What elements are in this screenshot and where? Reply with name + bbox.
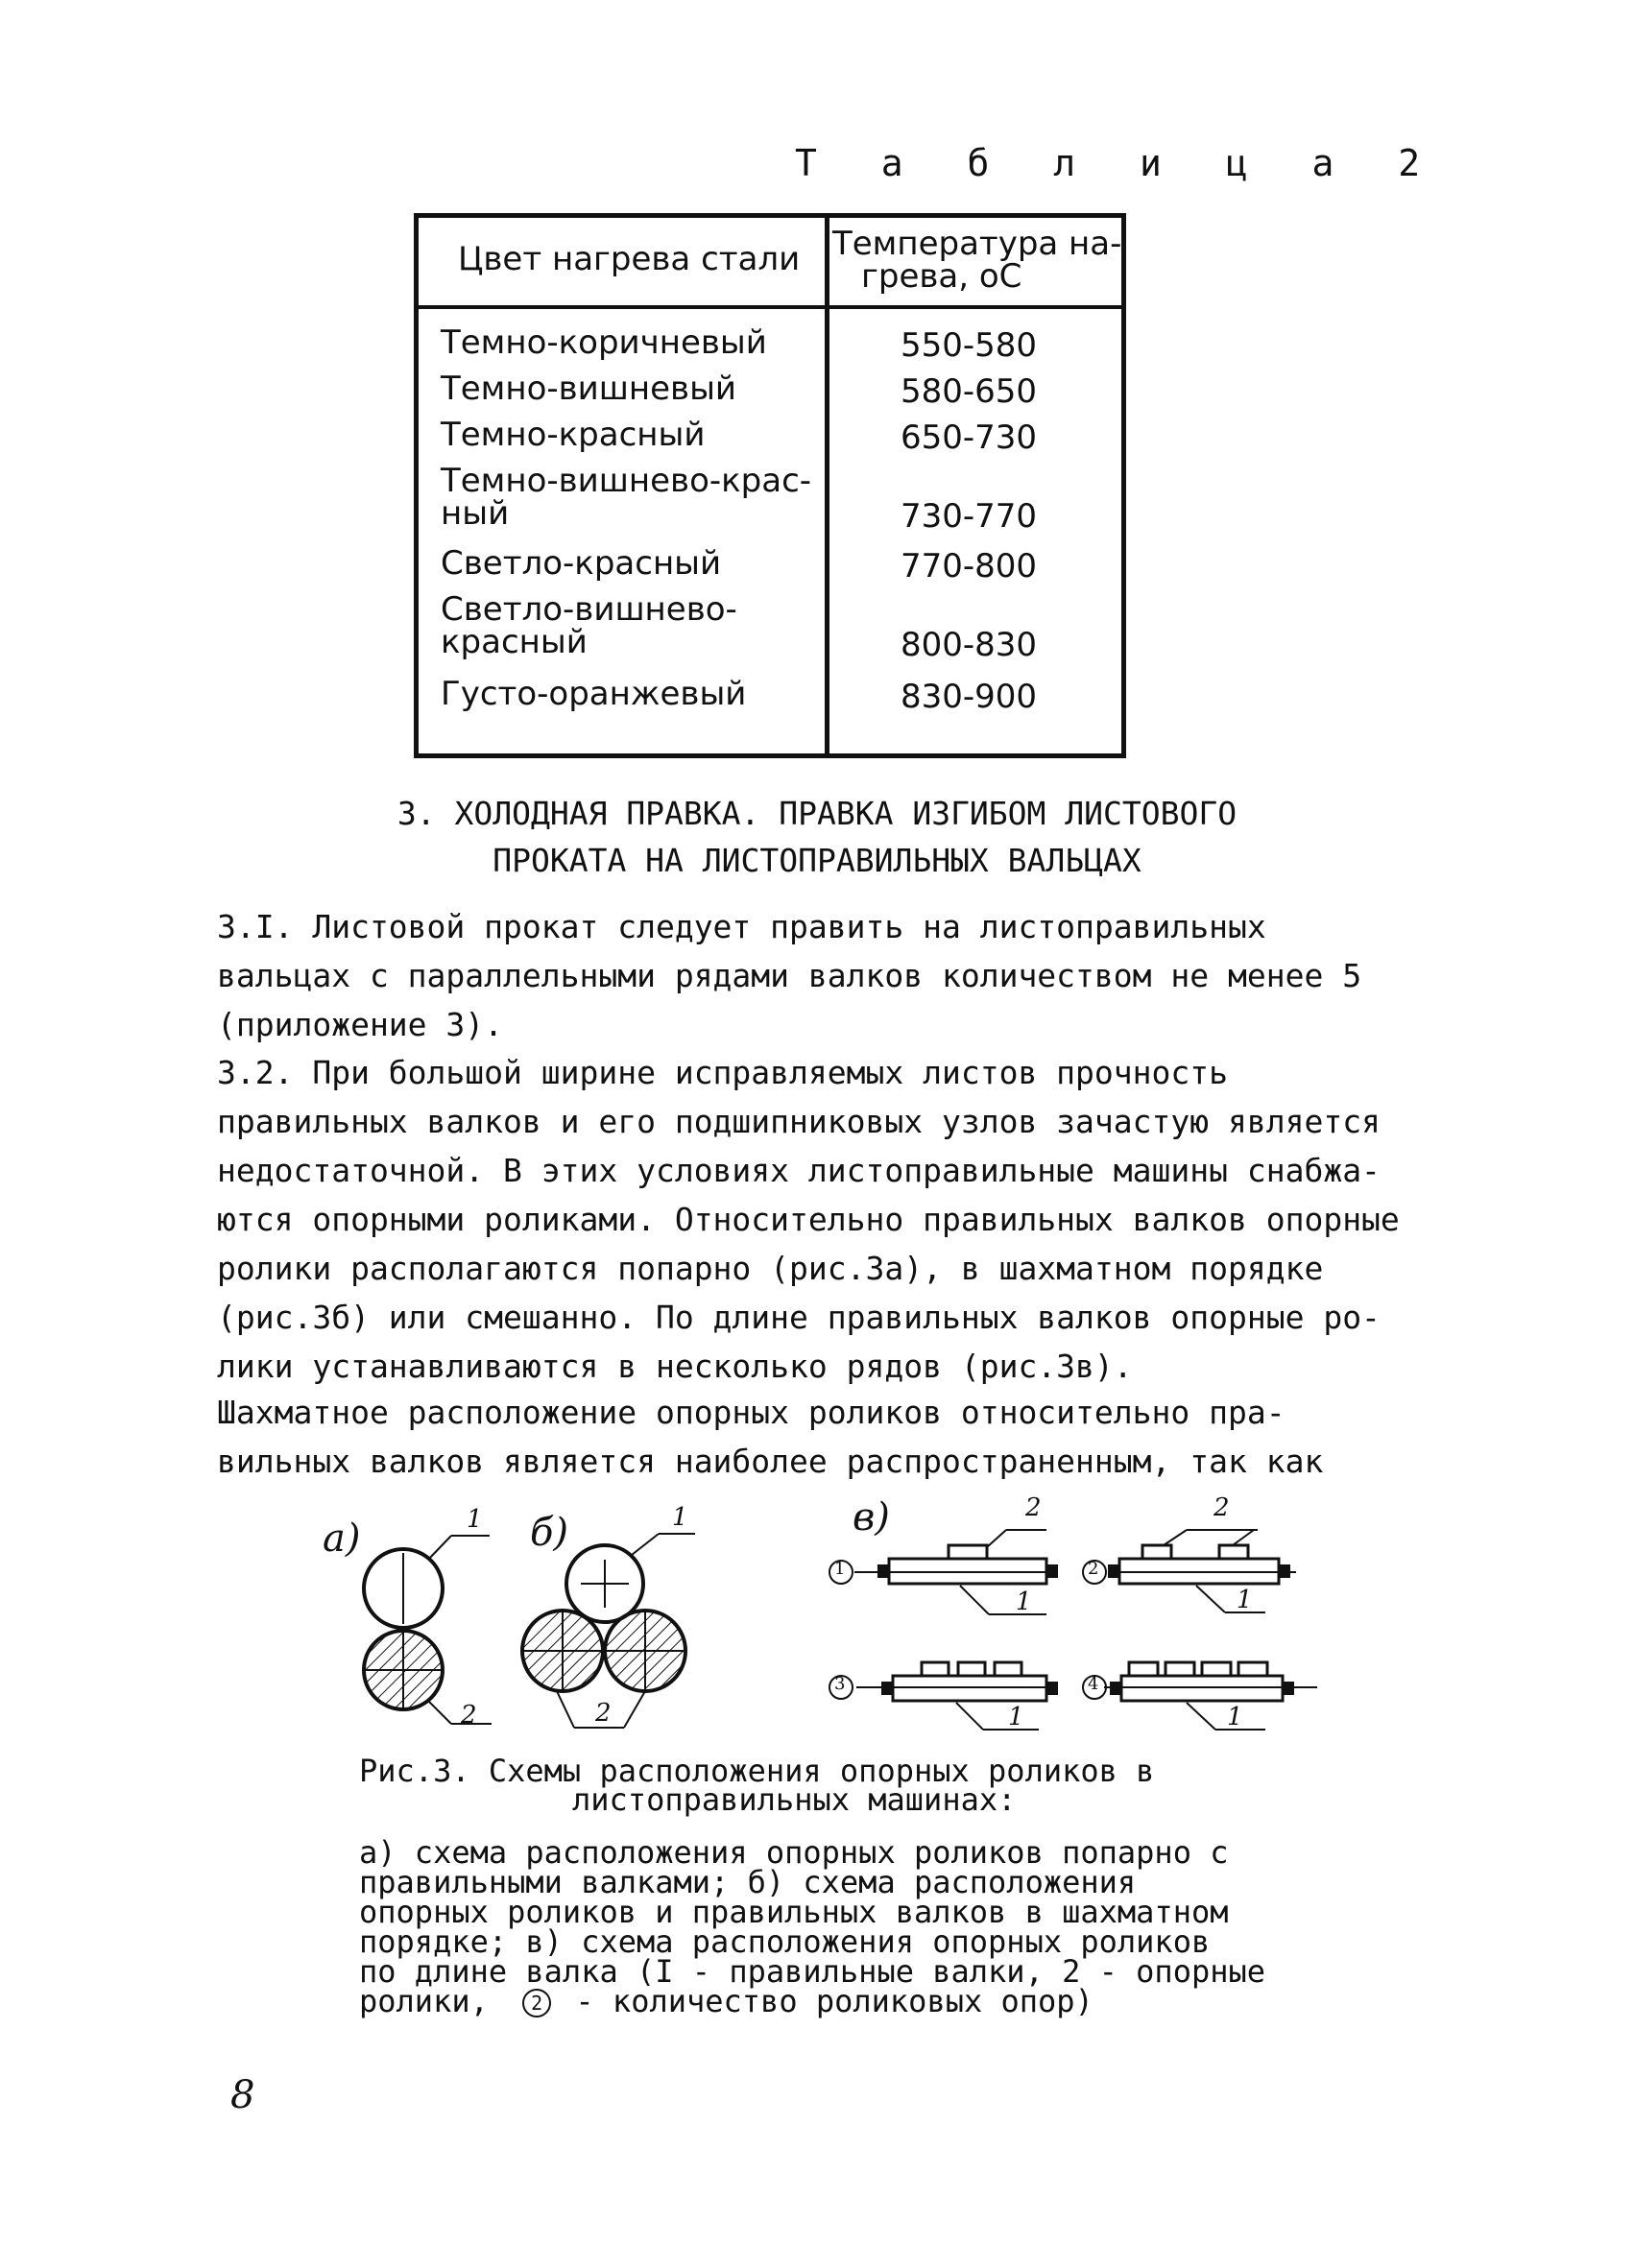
row-temperature: 550-580 xyxy=(900,326,1038,365)
text-line: 3.I. Листовой прокат следует править на листоправильных xyxy=(217,908,1266,945)
text-line: правильных валков и его подшипниковых узлов зачастую является xyxy=(217,1103,1381,1140)
circle-count-2: 2 xyxy=(1088,1559,1099,1579)
text-line: ролики располагаются попарно (рис.3а), в шахматном порядке xyxy=(217,1250,1324,1287)
row-temperature: 830-900 xyxy=(900,678,1038,716)
row-temperature: 730-770 xyxy=(900,497,1038,536)
heating-color-table xyxy=(414,213,1126,758)
row-color-name: Темно-вишневый xyxy=(441,370,737,408)
label-num-2: 2 xyxy=(595,1699,612,1728)
section-title-line1: 3. ХОЛОДНАЯ ПРАВКА. ПРАВКА ИЗГИБОМ ЛИСТОВОГО xyxy=(396,795,1238,832)
paragraph-3-2 xyxy=(217,1048,1417,1391)
row-color-name: красный xyxy=(441,623,588,661)
table-caption: Т а б л и ц а 2 xyxy=(795,142,1442,184)
scheme-a-paired xyxy=(364,1536,492,1724)
circle-count-4: 4 xyxy=(1088,1674,1099,1694)
figure-caption-line: а) схема расположения опорных роликов попарно с xyxy=(359,1834,1229,1871)
text-line: ются опорными роликами. Относительно правильных валков опорные xyxy=(217,1201,1400,1238)
paragraph-chess xyxy=(217,1388,1417,1486)
figure-label-a: а) xyxy=(323,1516,361,1561)
label-num-2: 2 xyxy=(1025,1493,1042,1522)
row-temperature: 650-730 xyxy=(900,418,1038,457)
figure-caption-line: правильными валками; б) схема расположения xyxy=(359,1864,1137,1900)
caption-last-b: - количество роликовых опор) xyxy=(575,1983,1093,2019)
figure-caption-line: опорных роликов и правильных валков в шахматном xyxy=(359,1894,1229,1930)
label-num-1: 1 xyxy=(467,1505,483,1534)
text-line: лики устанавливаются в несколько рядов (рис.3в). xyxy=(217,1348,1133,1385)
label-num-1: 1 xyxy=(1227,1703,1243,1731)
text-line: недостаточной. В этих условиях листоправильные машины снабжа- xyxy=(217,1152,1381,1189)
row-color-name: Темно-вишнево-крас- xyxy=(441,462,812,500)
figure-label-v: в) xyxy=(853,1495,890,1540)
label-num-2: 2 xyxy=(1213,1493,1230,1522)
figure-3-diagram xyxy=(0,1478,1634,1747)
row-color-name: Светло-красный xyxy=(441,544,722,583)
label-num-1: 1 xyxy=(1008,1703,1024,1731)
header-temp-line1: Температура на- xyxy=(832,225,1122,263)
row-color-name: ный xyxy=(441,494,510,533)
figure-caption-last-line xyxy=(359,1983,1093,2019)
label-num-1: 1 xyxy=(1237,1586,1253,1614)
page-number: 8 xyxy=(230,2073,255,2117)
figure-caption-line: порядке; в) схема расположения опорных роликов xyxy=(359,1923,1211,1960)
scheme-v-length xyxy=(829,1530,1317,1730)
section-title-line2: ПРОКАТА НА ЛИСТОПРАВИЛЬНЫХ ВАЛЬЦАХ xyxy=(493,842,1141,879)
table-column-divider xyxy=(825,213,829,758)
figure-label-b: б) xyxy=(530,1511,569,1555)
text-line: (приложение 3). xyxy=(217,1006,504,1043)
figure-caption-title-2: листоправильных машинах: xyxy=(572,1781,1017,1818)
header-color: Цвет нагрева стали xyxy=(458,240,801,278)
text-line: (рис.3б) или смешанно. По длине правильных валков опорные ро- xyxy=(217,1299,1381,1336)
row-color-name: Густо-оранжевый xyxy=(441,675,747,713)
header-temp-line2: грева, оС xyxy=(861,257,1022,296)
figure-caption-title-1: Рис.3. Схемы расположения опорных роликов в xyxy=(359,1753,1155,1789)
circle-count-3: 3 xyxy=(834,1674,846,1694)
row-color-name: Темно-красный xyxy=(441,416,706,454)
label-num-1: 1 xyxy=(672,1503,688,1532)
row-temperature: 770-800 xyxy=(900,547,1038,585)
text-line: 3.2. При большой ширине исправляемых листов прочность xyxy=(217,1054,1228,1091)
row-color-name: Светло-вишнево- xyxy=(441,590,737,629)
row-temperature: 580-650 xyxy=(900,372,1038,411)
label-num-2: 2 xyxy=(461,1701,477,1730)
caption-last-a: ролики, xyxy=(359,1983,489,2019)
circle-count-1: 1 xyxy=(834,1559,846,1579)
paragraph-3-1 xyxy=(217,902,1417,1049)
label-num-1: 1 xyxy=(1016,1588,1032,1616)
text-line: Шахматное расположение опорных роликов относительно пра- xyxy=(217,1394,1286,1431)
figure-caption-line: по длине валка (I - правильные валки, 2 - опорные xyxy=(359,1953,1266,1990)
text-line: вильных валков является наиболее распространенным, так как xyxy=(217,1443,1324,1480)
caption-circle-count: 2 xyxy=(522,1989,551,2017)
row-color-name: Темно-коричневый xyxy=(441,323,767,362)
table-top-rule xyxy=(414,213,1126,216)
table-header-divider xyxy=(414,305,1126,309)
text-line: вальцах с параллельными рядами валков количеством не менее 5 xyxy=(217,957,1362,994)
row-temperature: 800-830 xyxy=(900,626,1038,664)
